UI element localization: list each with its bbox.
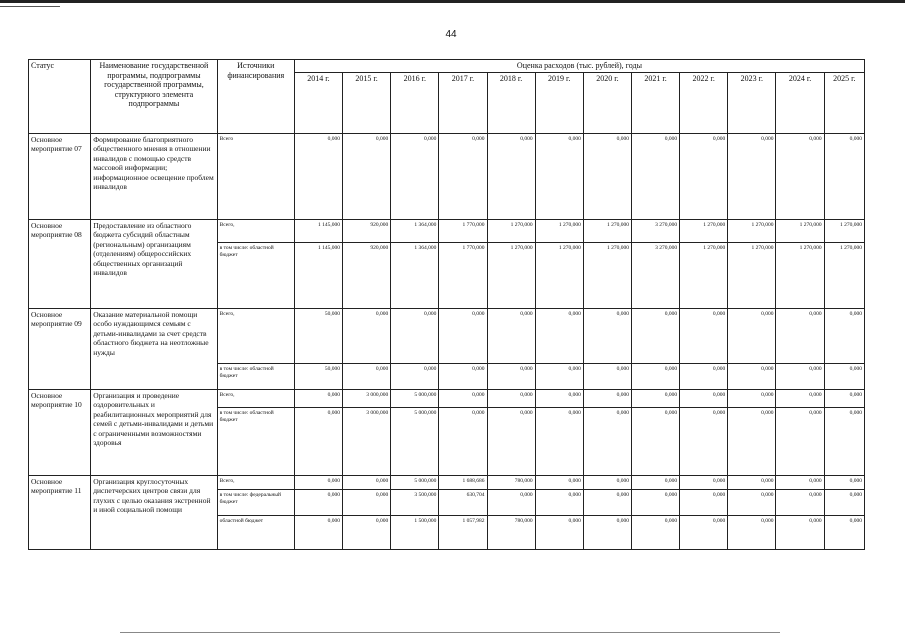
value-cell: 0,000 [824,389,864,407]
value-cell: 0,000 [439,363,487,389]
value-cell: 0,000 [439,308,487,363]
value-cell: 0,000 [439,389,487,407]
value-cell: 0,000 [631,515,679,549]
value-cell: 0,000 [680,515,728,549]
value-cell: 0,000 [680,475,728,489]
value-cell: 1 270,000 [824,242,864,308]
value-cell: 0,000 [824,308,864,363]
name-cell: Организация круглосуточных диспетчерских центров связи для глухих с целью оказания экстренной и иной социальной помощи [91,475,217,549]
value-cell: 3 270,000 [631,242,679,308]
value-cell: 0,000 [631,489,679,515]
value-cell: 1 270,000 [583,219,631,242]
value-cell: 780,000 [487,475,535,489]
value-cell: 0,000 [824,133,864,219]
year-header: 2017 г. [439,72,487,133]
value-cell: 3 000,000 [343,407,391,475]
value-cell: 0,000 [776,389,824,407]
status-cell: Основное мероприятие 09 [29,308,91,389]
year-header: 2022 г. [680,72,728,133]
bottom-border-line [120,632,780,633]
value-cell: 0,000 [294,133,342,219]
value-cell: 0,000 [343,515,391,549]
value-cell: 0,000 [343,489,391,515]
value-cell: 1 688,686 [439,475,487,489]
value-cell: 0,000 [439,133,487,219]
source-cell: в том числе: федеральный бюджет [217,489,294,515]
value-cell: 0,000 [631,308,679,363]
status-cell: Основное мероприятие 08 [29,219,91,308]
value-cell: 3 500,000 [391,489,439,515]
value-cell: 5 000,000 [391,389,439,407]
value-cell: 0,000 [680,363,728,389]
value-cell: 0,000 [487,133,535,219]
value-cell: 1 270,000 [728,242,776,308]
value-cell: 1 270,000 [680,219,728,242]
source-cell: в том числе: областной бюджет [217,407,294,475]
source-cell: Всего, [217,389,294,407]
value-cell: 0,000 [824,363,864,389]
value-cell: 1 145,000 [294,242,342,308]
estimate-header: Оценка расходов (тыс. рублей), годы [294,60,864,73]
value-cell: 1 500,000 [391,515,439,549]
value-cell: 0,000 [487,407,535,475]
value-cell: 1 270,000 [728,219,776,242]
status-cell: Основное мероприятие 11 [29,475,91,549]
value-cell: 0,000 [776,363,824,389]
value-cell: 1 770,000 [439,219,487,242]
value-cell: 0,000 [487,489,535,515]
source-cell: Всего [217,133,294,219]
value-cell: 0,000 [631,475,679,489]
value-cell: 0,000 [583,515,631,549]
name-header: Наименование государственной программы, подпрограммы государственной программы, структурного элемента подпрограммы [91,60,217,134]
table-row [29,475,865,489]
value-cell: 0,000 [535,489,583,515]
value-cell: 1 145,000 [294,219,342,242]
value-cell: 0,000 [728,133,776,219]
value-cell: 0,000 [583,489,631,515]
value-cell: 0,000 [583,407,631,475]
year-header: 2024 г. [776,72,824,133]
year-header: 2014 г. [294,72,342,133]
year-header: 2021 г. [631,72,679,133]
value-cell: 0,000 [728,389,776,407]
value-cell: 50,000 [294,308,342,363]
value-cell: 0,000 [631,389,679,407]
value-cell: 0,000 [535,133,583,219]
value-cell: 0,000 [294,515,342,549]
value-cell: 0,000 [776,515,824,549]
value-cell: 0,000 [776,475,824,489]
name-cell: Оказание материальной помощи особо нуждающимся семьям с детьми-инвалидами за счет средств областного бюджета на неотложные нужды [91,308,217,389]
value-cell: 0,000 [583,308,631,363]
value-cell: 1 270,000 [535,219,583,242]
value-cell: 0,000 [487,363,535,389]
value-cell: 0,000 [776,308,824,363]
value-cell: 0,000 [294,489,342,515]
value-cell: 1 270,000 [776,242,824,308]
value-cell: 0,000 [535,515,583,549]
value-cell: 50,000 [294,363,342,389]
top-border-mark [0,6,60,7]
value-cell: 0,000 [776,133,824,219]
table-row [29,308,865,363]
value-cell: 1 364,000 [391,219,439,242]
value-cell: 0,000 [294,407,342,475]
value-cell: 3 000,000 [343,389,391,407]
value-cell: 0,000 [728,407,776,475]
year-header: 2018 г. [487,72,535,133]
value-cell: 1 270,000 [824,219,864,242]
name-cell: Предоставление из областного бюджета субсидий областным (региональным) организациям (отделениям) общероссийских общественных организаций инвалидов [91,219,217,308]
value-cell: 920,000 [343,242,391,308]
value-cell: 0,000 [824,475,864,489]
value-cell: 0,000 [631,133,679,219]
table-header [29,60,865,134]
value-cell: 0,000 [583,475,631,489]
table-row [29,389,865,407]
source-cell: областной бюджет [217,515,294,549]
value-cell: 0,000 [824,515,864,549]
value-cell: 1 270,000 [487,219,535,242]
value-cell: 0,000 [343,475,391,489]
value-cell: 1 057,982 [439,515,487,549]
value-cell: 0,000 [583,363,631,389]
value-cell: 5 000,000 [391,407,439,475]
source-cell: Всего, [217,219,294,242]
year-header: 2023 г. [728,72,776,133]
source-cell: в том числе: областной бюджет [217,242,294,308]
value-cell: 0,000 [535,308,583,363]
value-cell: 0,000 [631,363,679,389]
status-cell: Основное мероприятие 07 [29,133,91,219]
value-cell: 0,000 [728,475,776,489]
table-body [29,133,865,549]
value-cell: 0,000 [824,489,864,515]
value-cell: 0,000 [680,308,728,363]
table-row [29,219,865,242]
value-cell: 0,000 [535,475,583,489]
page-number: 44 [445,29,457,40]
value-cell: 0,000 [391,133,439,219]
value-cell: 1 270,000 [680,242,728,308]
value-cell: 0,000 [439,407,487,475]
value-cell: 0,000 [391,308,439,363]
value-cell: 0,000 [343,308,391,363]
value-cell: 0,000 [728,363,776,389]
value-cell: 3 270,000 [631,219,679,242]
value-cell: 780,000 [487,515,535,549]
source-cell: Всего, [217,308,294,363]
year-header: 2016 г. [391,72,439,133]
year-header: 2015 г. [343,72,391,133]
value-cell: 1 270,000 [583,242,631,308]
value-cell: 0,000 [680,133,728,219]
value-cell: 0,000 [535,389,583,407]
year-header: 2025 г. [824,72,864,133]
name-cell: Организация и проведение оздоровительных и реабилитационных мероприятий для семей с детьми-инвалидами и детьми с ограниченными возможностями здоровья [91,389,217,475]
value-cell: 0,000 [680,389,728,407]
value-cell: 0,000 [391,363,439,389]
status-header: Статус [29,60,91,134]
value-cell: 0,000 [343,363,391,389]
value-cell: 0,000 [583,133,631,219]
status-cell: Основное мероприятие 10 [29,389,91,475]
value-cell: 0,000 [728,515,776,549]
value-cell: 1 270,000 [535,242,583,308]
value-cell: 0,000 [487,389,535,407]
value-cell: 0,000 [487,308,535,363]
year-header: 2019 г. [535,72,583,133]
value-cell: 0,000 [824,407,864,475]
value-cell: 1 770,000 [439,242,487,308]
value-cell: 1 270,000 [487,242,535,308]
value-cell: 0,000 [728,489,776,515]
value-cell: 5 000,000 [391,475,439,489]
expense-table [28,59,865,550]
value-cell: 0,000 [680,489,728,515]
table-row [29,133,865,219]
value-cell: 0,000 [583,389,631,407]
value-cell: 0,000 [294,475,342,489]
source-cell: в том числе: областной бюджет [217,363,294,389]
value-cell: 630,704 [439,489,487,515]
value-cell: 0,000 [776,407,824,475]
value-cell: 0,000 [680,407,728,475]
value-cell: 0,000 [728,308,776,363]
value-cell: 1 270,000 [776,219,824,242]
value-cell: 0,000 [294,389,342,407]
name-cell: Формирование благоприятного общественного мнения в отношении инвалидов с помощью средств массовой информации; информационное освещение проблем инвалидов [91,133,217,219]
year-header: 2020 г. [583,72,631,133]
top-border-line [0,0,905,3]
source-cell: Всего, [217,475,294,489]
source-header: Источники финансирования [217,60,294,134]
value-cell: 1 364,000 [391,242,439,308]
value-cell: 0,000 [535,407,583,475]
value-cell: 0,000 [343,133,391,219]
value-cell: 0,000 [776,489,824,515]
value-cell: 920,000 [343,219,391,242]
value-cell: 0,000 [535,363,583,389]
value-cell: 0,000 [631,407,679,475]
